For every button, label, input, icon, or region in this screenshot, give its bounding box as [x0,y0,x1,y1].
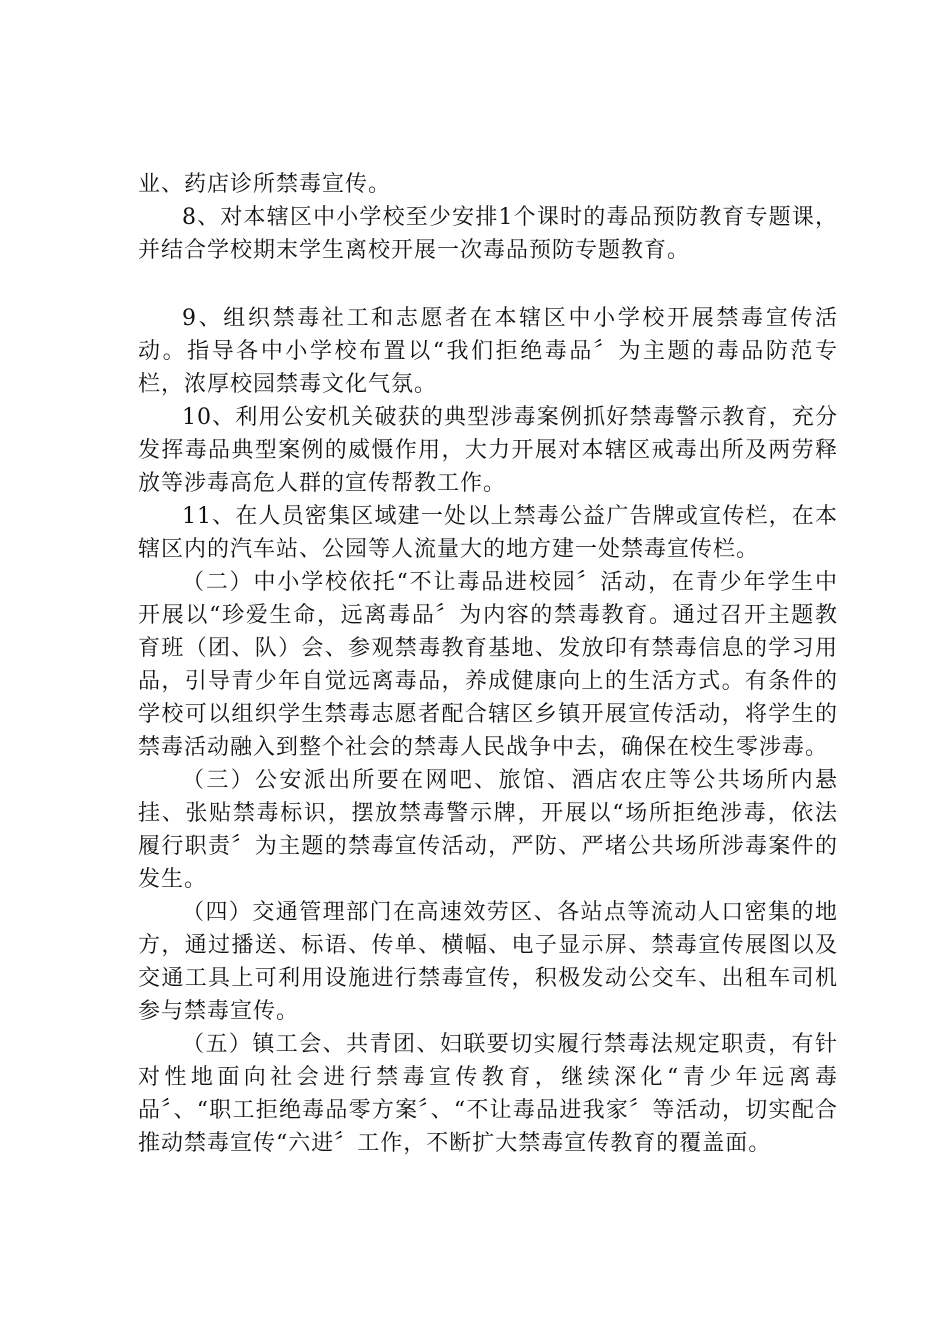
paragraph-item-11: 11、在人员密集区域建一处以上禁毒公益广告牌或宣传栏，在本辖区内的汽车站、公园等人流量大的地方建一处禁毒宣传栏。 [138,504,838,562]
paragraph-item-8: 8、对本辖区中小学校至少安排1个课时的毒品预防教育专题课，并结合学校期末学生离校开展一次毒品预防专题教育。 [138,205,838,263]
document-body [138,168,838,1160]
paragraph-continuation: 业、药店诊所禁毒宣传。 [138,172,392,197]
paragraph-section-5: （五）镇工会、共青团、妇联要切实履行禁毒法规定职责，有针对性地面向社会进行禁毒宣传教育，继续深化“青少年远离毒品〞、“职工拒绝毒品零方案〞、“不让毒品进我家〞等活动，切实配合推动禁毒宣传“六进〞工作，不断扩大禁毒宣传教育的覆盖面。 [138,1032,838,1156]
paragraph-item-10: 10、利用公安机关破获的典型涉毒案例抓好禁毒警示教育，充分发挥毒品典型案例的威慑作用，大力开展对本辖区戒毒出所及两劳释放等涉毒高危人群的宣传帮教工作。 [138,405,838,496]
paragraph-section-2: （二）中小学校依托“不让毒品进校园〞活动，在青少年学生中开展以“珍爱生命，远离毒品〞为内容的禁毒教育。通过召开主题教育班（团、队）会、参观禁毒教育基地、发放印有禁毒信息的学习用品，引导青少年自觉远离毒品，养成健康向上的生活方式。有条件的学校可以组织学生禁毒志愿者配合辖区乡镇开展宣传活动，将学生的禁毒活动融入到整个社会的禁毒人民战争中去，确保在校生零涉毒。 [138,570,838,760]
paragraph-section-4: （四）交通管理部门在高速效劳区、各站点等流动人口密集的地方，通过播送、标语、传单、横幅、电子显示屏、禁毒宣传展图以及交通工具上可利用设施进行禁毒宣传，积极发动公交车、出租车司机参与禁毒宣传。 [138,900,838,1024]
paragraph-item-9: 9、组织禁毒社工和志愿者在本辖区中小学校开展禁毒宣传活动。指导各中小学校布置以“我们拒绝毒品〞为主题的毒品防范专栏，浓厚校园禁毒文化气氛。 [138,306,838,397]
paragraph-section-3: （三）公安派出所要在网吧、旅馆、酒店农庄等公共场所内悬挂、张贴禁毒标识，摆放禁毒警示牌，开展以“场所拒绝涉毒，依法履行职责〞为主题的禁毒宣传活动，严防、严堵公共场所涉毒案件的发生。 [138,768,838,892]
